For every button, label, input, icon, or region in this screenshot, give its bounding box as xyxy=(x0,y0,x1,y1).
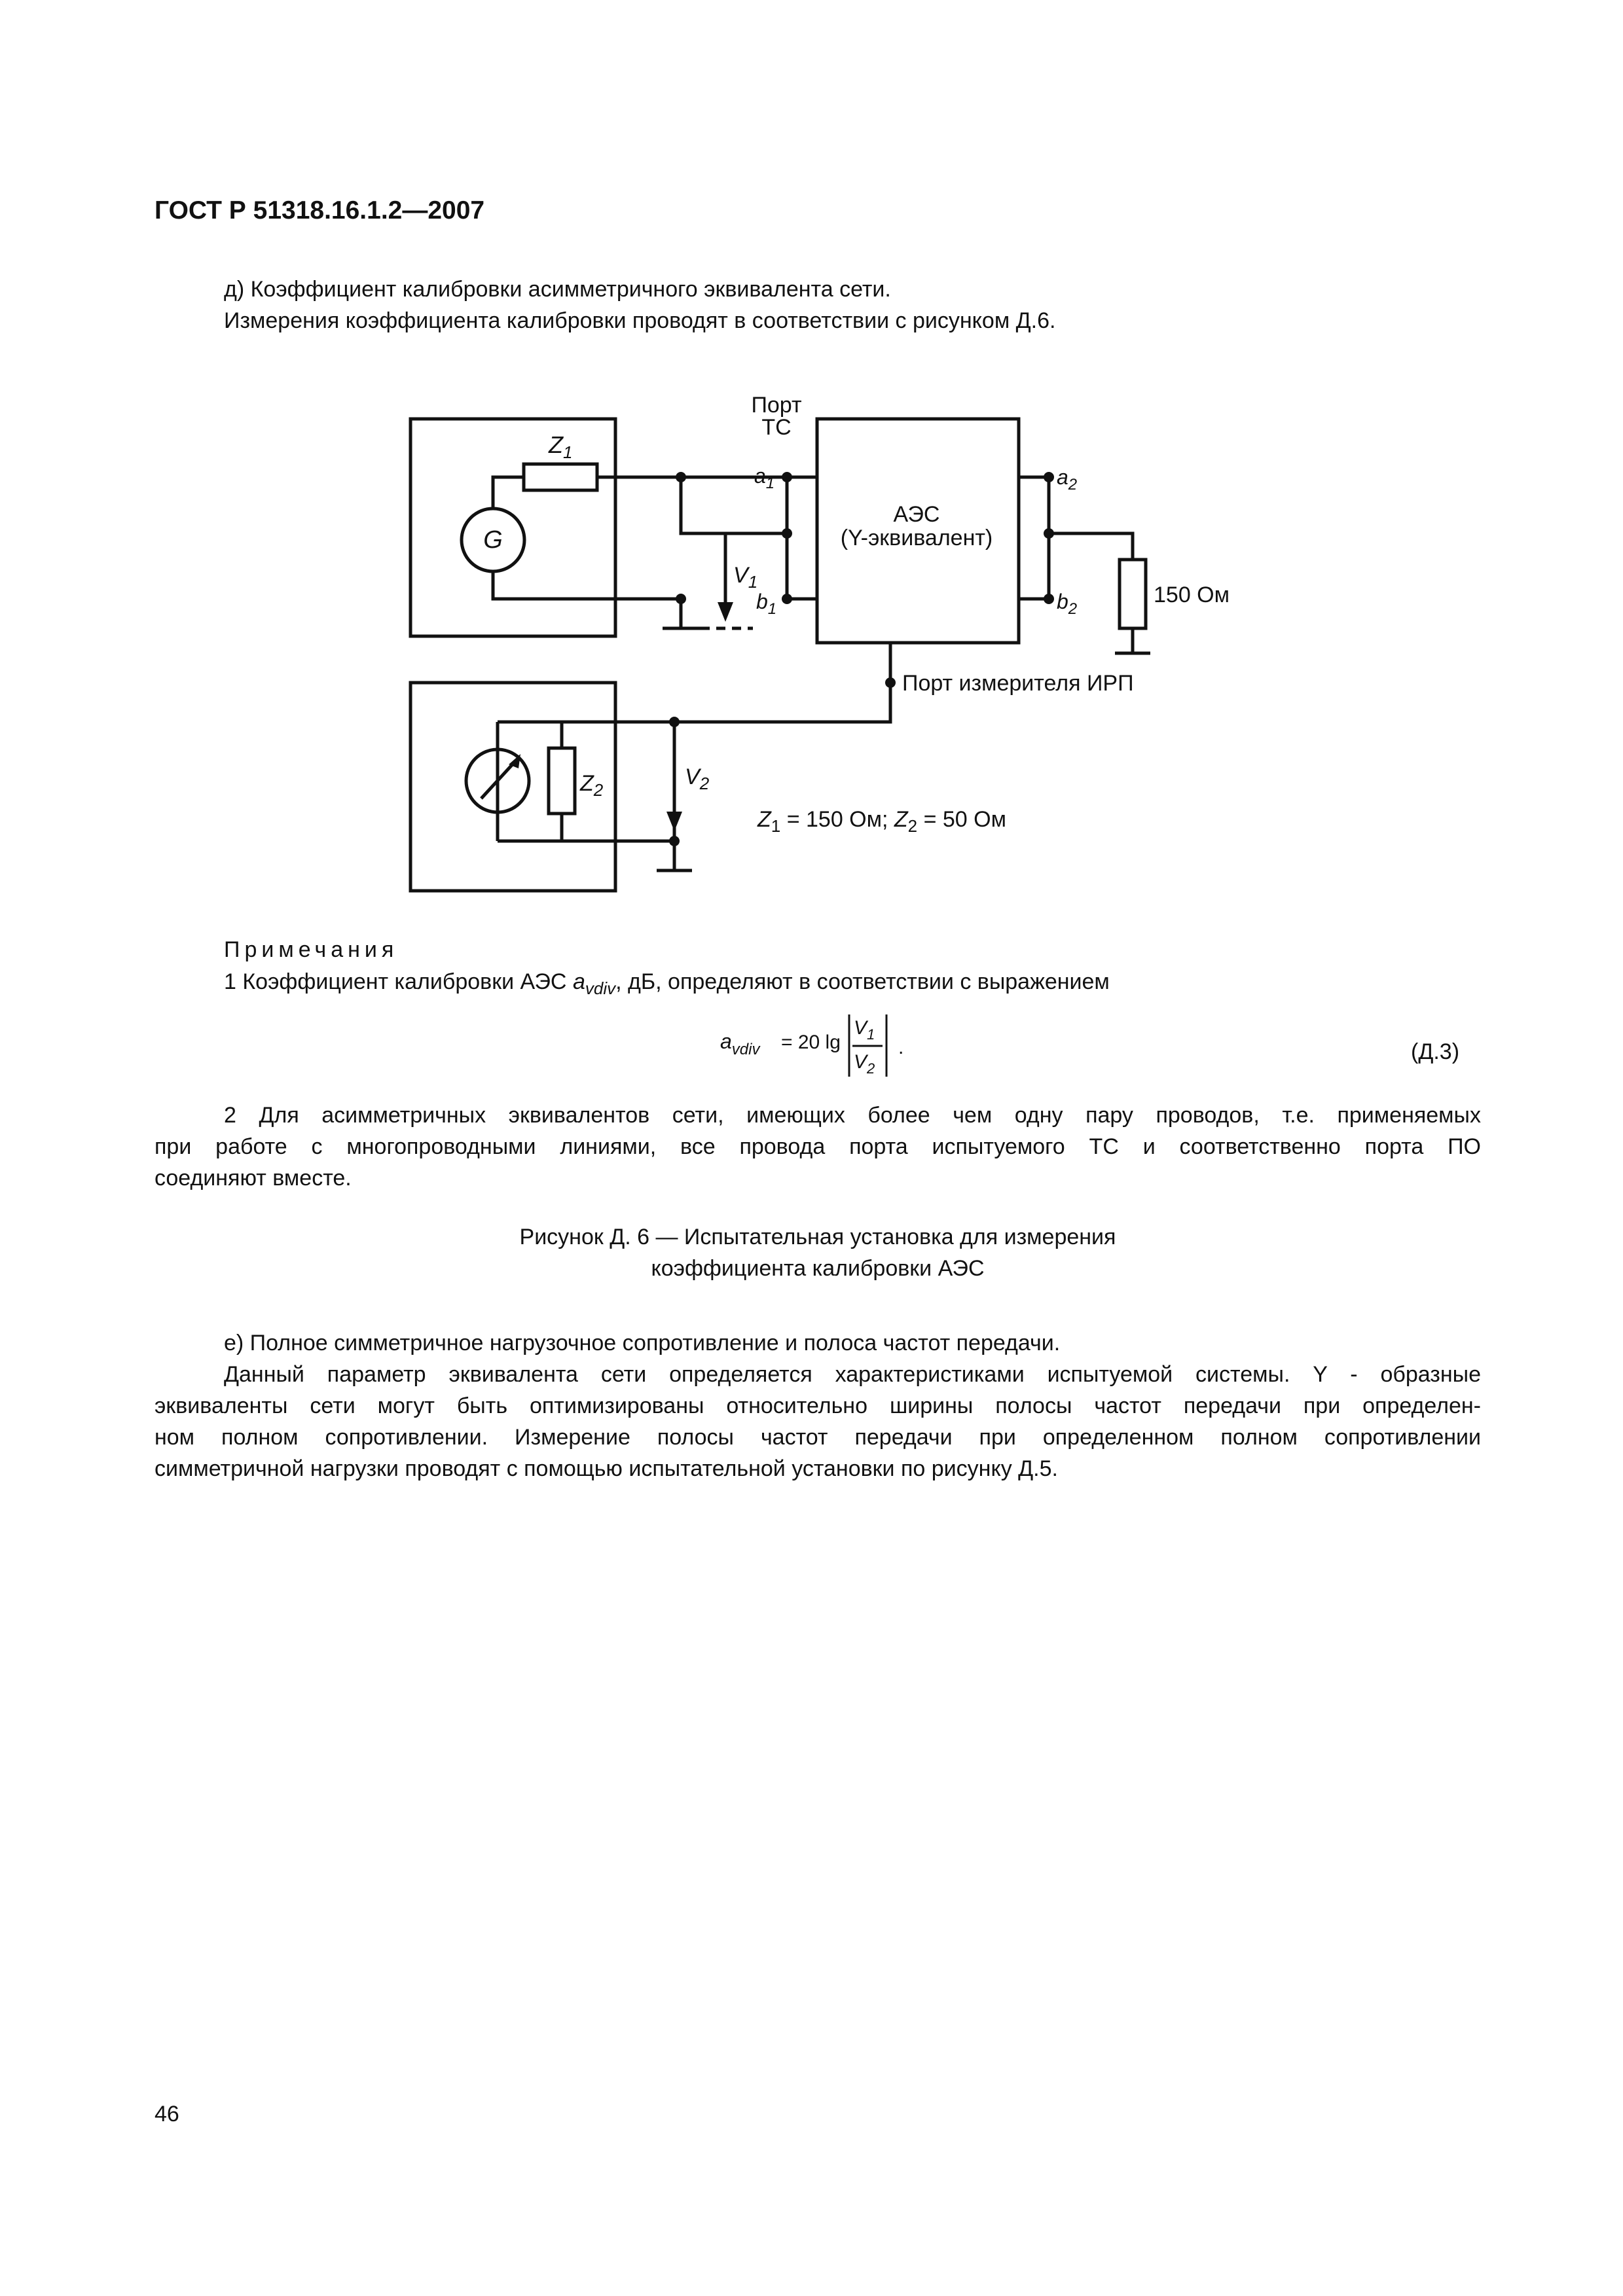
aes-label-line2: (Y-эквивалент) xyxy=(840,526,993,550)
b1-label: $b_1$ xyxy=(756,590,777,618)
item-d-line1: д) Коэффициент калибровки асимметричного эквивалента сети. xyxy=(224,277,891,302)
item-e-line4: ном полном сопротивлении. Измерение полосы частот передачи при определенном полном сопротивлении xyxy=(155,1425,1481,1450)
note1 xyxy=(224,966,1481,1004)
formula-d3 xyxy=(714,1001,949,1086)
circuit-diagram xyxy=(0,367,1623,903)
svg-text:avdiv: $a_{vdiv}$ xyxy=(720,1030,760,1058)
load-resistor xyxy=(1120,560,1146,628)
item-e-line5: симметричной нагрузки проводят с помощью испытательной установки по рисунку Д.5. xyxy=(155,1456,1058,1481)
note1-suffix: , дБ, определяют в соответствии с выражением xyxy=(615,969,1110,994)
impedance-values: $Z_1 = 150$ Ом; $Z_2 = 50$ Ом xyxy=(757,807,1006,836)
z2-label: $Z_2$ xyxy=(580,771,604,800)
load-resistor-label: 150 Ом xyxy=(1154,583,1230,607)
b2-label: $b_2$ xyxy=(1057,590,1078,618)
g-label: G xyxy=(483,526,503,554)
svg-text:.: . xyxy=(898,1037,904,1058)
item-d-line2: Измерения коэффициента калибровки проводят в соответствии с рисунком Д.6. xyxy=(224,308,1056,333)
generator-box xyxy=(410,419,615,636)
port-ts-line1: Порт xyxy=(751,393,802,418)
svg-text:V1: $V_1$ xyxy=(854,1017,875,1043)
item-e-line1: е) Полное симметричное нагрузочное сопротивление и полоса частот передачи. xyxy=(224,1331,1061,1355)
aes-label-line1: АЭС xyxy=(893,502,940,527)
notes-title: Примечания xyxy=(224,937,399,962)
item-e-line3: эквиваленты сети могут быть оптимизированы относительно ширины полосы частот передачи при определен- xyxy=(155,1393,1481,1418)
z2-resistor xyxy=(549,748,575,814)
meter-port-label: Порт измерителя ИРП xyxy=(902,671,1134,696)
figure-caption-line1: Рисунок Д. 6 — Испытательная установка для измерения xyxy=(519,1225,1116,1249)
svg-text:V2: $V_2$ xyxy=(854,1051,875,1077)
note1-variable-sub: vdiv xyxy=(585,978,616,998)
svg-text:= 20 lg: = 20 lg xyxy=(781,1031,841,1053)
note2-line2: при работе с многопроводными линиями, все провода порта испытуемого ТС и соответственно порта ПО xyxy=(155,1134,1481,1159)
document-header: ГОСТ Р 51318.16.1.2—2007 xyxy=(155,196,485,224)
note1-variable: a xyxy=(572,969,585,994)
page-number: 46 xyxy=(155,2102,179,2126)
note1-prefix: 1 Коэффициент калибровки АЭС xyxy=(224,969,573,994)
v2-label: $V_2$ xyxy=(685,764,710,793)
note2-line1: 2 Для асимметричных эквивалентов сети, имеющих более чем одну пару проводов, т.е. применяемых xyxy=(224,1103,1481,1128)
formula-number: (Д.3) xyxy=(1411,1039,1460,1064)
v1-label: $V_1$ xyxy=(733,563,758,592)
z1-label: $Z_1$ xyxy=(549,431,573,462)
a2-label: $a_2$ xyxy=(1057,465,1078,493)
figure-caption-line2: коэффициента калибровки АЭС xyxy=(651,1256,985,1281)
a1-label: $a_1$ xyxy=(754,464,775,492)
note2-line3: соединяют вместе. xyxy=(155,1166,352,1191)
port-ts-line2: ТС xyxy=(761,415,792,440)
item-e-line2: Данный параметр эквивалента сети определяется характеристиками испытуемой системы. Y - образные xyxy=(224,1362,1481,1387)
z1-resistor xyxy=(524,464,597,490)
